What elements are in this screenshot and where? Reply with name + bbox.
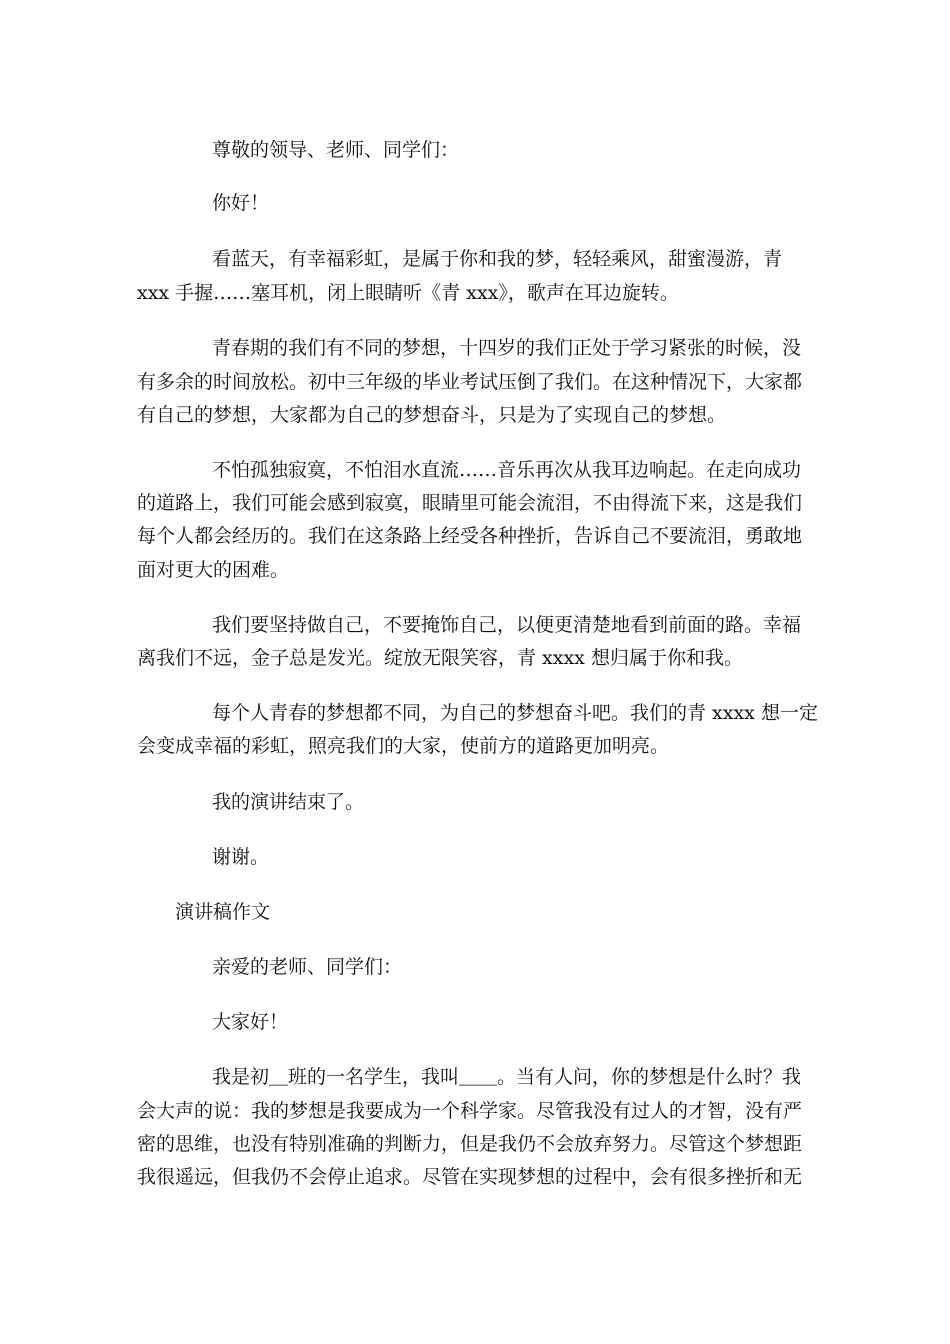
paragraph-line: 密的思维，也没有特别准确的判断力，但是我仍不会放弃努力。尽管这个梦想距 — [137, 1133, 803, 1155]
paragraph-line: 青春期的我们有不同的梦想，十四岁的我们正处于学习紧张的时候，没 — [212, 337, 802, 359]
section-heading: 演讲稿作文 — [175, 901, 271, 923]
paragraph-line: 每个人青春的梦想都不同，为自己的梦想奋斗吧。我们的青 xxxx 想一定 — [212, 702, 818, 724]
paragraph-line: 面对更大的困难。 — [137, 559, 290, 581]
paragraph-line: xxx 手握……塞耳机，闭上眼睛听《青 xxx》，歌声在耳边旋转。 — [137, 282, 679, 304]
paragraph-line: 的道路上，我们可能会感到寂寞，眼睛里可能会流泪，不由得流下来，这是我们 — [137, 492, 803, 514]
thanks-line: 谢谢。 — [212, 846, 270, 868]
paragraph-line: 有多余的时间放松。初中三年级的毕业考试压倒了我们。在这种情况下，大家都 — [137, 371, 803, 393]
closing-line: 我的演讲结束了。 — [212, 791, 365, 813]
paragraph-line: 我是初＿班的一名学生，我叫＿＿。当有人问，你的梦想是什么时？我 — [212, 1066, 802, 1088]
paragraph-line: 不怕孤独寂寞，不怕泪水直流……音乐再次从我耳边响起。在走向成功 — [212, 459, 802, 481]
paragraph-line: 我很遥远，但我仍不会停止追求。尽管在实现梦想的过程中，会有很多挫折和无 — [137, 1166, 803, 1188]
paragraph-line: 每个人都会经历的。我们在这条路上经受各种挫折，告诉自己不要流泪，勇敢地 — [137, 525, 803, 547]
salutation-line: 亲爱的老师、同学们： — [212, 956, 403, 978]
greeting-line: 大家好！ — [212, 1011, 289, 1033]
paragraph-line: 我们要坚持做自己，不要掩饰自己，以便更清楚地看到前面的路。幸福 — [212, 614, 802, 636]
paragraph-line: 会变成幸福的彩虹，照亮我们的大家，使前方的道路更加明亮。 — [137, 735, 670, 757]
greeting-line: 你好！ — [212, 192, 270, 214]
paragraph-line: 看蓝天，有幸福彩虹，是属于你和我的梦，轻轻乘风，甜蜜漫游，青 — [212, 248, 783, 270]
paragraph-line: 会大声的说：我的梦想是我要成为一个科学家。尽管我没有过人的才智，没有严 — [137, 1100, 803, 1122]
paragraph-line: 有自己的梦想，大家都为自己的梦想奋斗，只是为了实现自己的梦想。 — [137, 404, 727, 426]
paragraph-line: 离我们不远，金子总是发光。绽放无限笑容，青 xxxx 想归属于你和我。 — [137, 647, 743, 669]
salutation-line: 尊敬的领导、老师、同学们： — [212, 139, 460, 161]
